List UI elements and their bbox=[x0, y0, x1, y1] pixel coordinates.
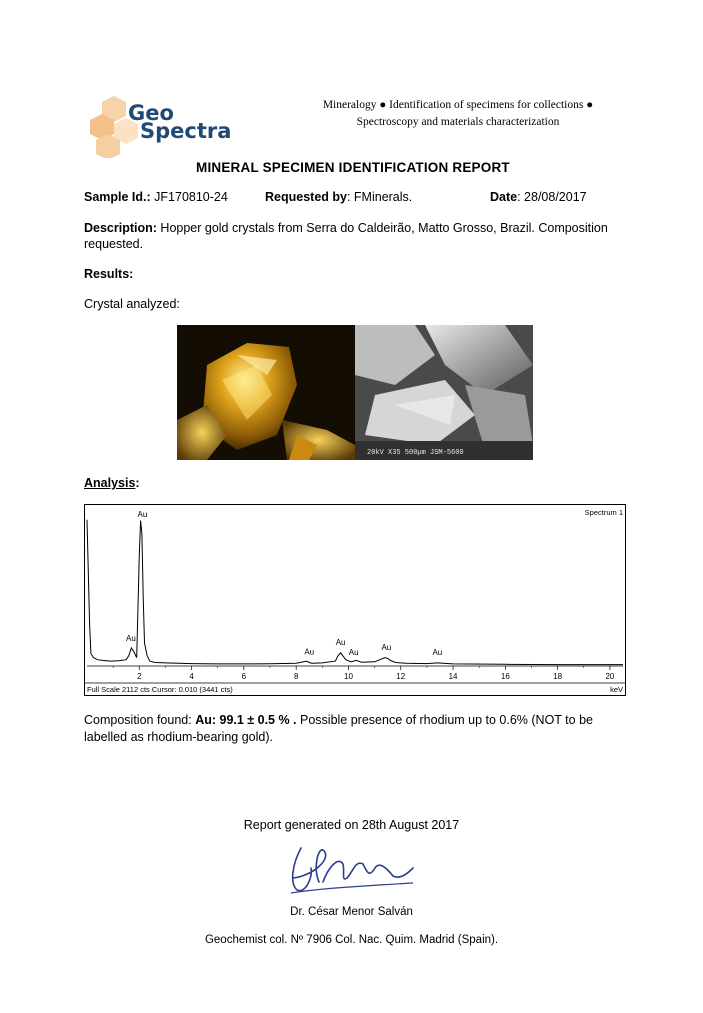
date-value: : 28/08/2017 bbox=[517, 190, 587, 204]
x-tick-label: 18 bbox=[553, 672, 563, 681]
x-tick-label: 12 bbox=[396, 672, 406, 681]
results-heading: Results: bbox=[84, 267, 134, 281]
requested-by-label: Requested by bbox=[265, 190, 347, 204]
x-tick-label: 16 bbox=[500, 672, 510, 681]
x-tick-label: 14 bbox=[448, 672, 458, 681]
peak-label: Au bbox=[335, 638, 346, 648]
tagline-line-1: Mineralogy ● Identification of specimens for collections ● bbox=[322, 99, 594, 111]
signature bbox=[283, 838, 423, 900]
peak-label: Au bbox=[381, 643, 392, 653]
description-text: Hopper gold crystals from Serra do Caldeirão, Matto Grosso, Brazil. Composition bbox=[156, 221, 608, 235]
header-tagline bbox=[298, 97, 618, 131]
analysis-label: Analysis bbox=[84, 476, 136, 490]
chart-footer: Full Scale 2112 cts Cursor: 0.010 (3441 cts) bbox=[87, 685, 233, 694]
composition-line-2: labelled as rhodium-bearing gold). bbox=[84, 730, 274, 744]
report-date bbox=[490, 190, 587, 204]
spectrum-svg bbox=[85, 505, 625, 695]
x-tick-label: 8 bbox=[293, 672, 299, 681]
x-axis-label: keV bbox=[610, 685, 623, 694]
sample-id-value: JF170810-24 bbox=[150, 190, 228, 204]
peak-label: Au bbox=[137, 510, 148, 519]
peak-label: Au bbox=[304, 647, 315, 657]
composition-suffix: Possible presence of rhodium up to 0.6% (NOT to be bbox=[296, 713, 593, 727]
signature-image bbox=[283, 838, 423, 900]
sample-id-label: Sample Id.: bbox=[84, 190, 151, 204]
description-label: Description: bbox=[84, 221, 157, 235]
x-tick-label: 20 bbox=[605, 672, 615, 681]
x-tick-label: 4 bbox=[189, 672, 194, 681]
signer-name: Dr. César Menor Salván bbox=[290, 906, 413, 918]
analysis-colon: : bbox=[135, 476, 140, 490]
peak-label: Au bbox=[126, 634, 136, 644]
chart-title: Spectrum 1 bbox=[584, 508, 623, 517]
peak-label: Au bbox=[348, 647, 359, 657]
crystal-analyzed-label: Crystal analyzed: bbox=[84, 297, 180, 311]
spectrum-line bbox=[87, 520, 623, 665]
sample-id bbox=[84, 190, 228, 204]
composition-prefix: Composition found: bbox=[84, 713, 196, 727]
description-text-2: requested. bbox=[84, 237, 144, 251]
requested-by-value: : FMinerals. bbox=[346, 190, 413, 204]
composition-value: Au: 99.1 ± 0.5 % . bbox=[195, 713, 297, 727]
signer-credentials: Geochemist col. Nº 7906 Col. Nac. Quim. Madrid (Spain). bbox=[204, 934, 499, 946]
date-label: Date bbox=[490, 190, 518, 204]
sem-image bbox=[355, 325, 533, 460]
tagline-line-2: Spectroscopy and materials characterization bbox=[356, 116, 560, 128]
spectrum-chart bbox=[84, 504, 626, 696]
requested-by bbox=[265, 190, 412, 204]
gold-crystal-photo bbox=[177, 325, 355, 460]
composition bbox=[84, 712, 644, 746]
report-title: MINERAL SPECIMEN IDENTIFICATION REPORT bbox=[196, 160, 510, 175]
sem-caption: 20kV X35 500µm JSM-5600 bbox=[367, 449, 464, 457]
description bbox=[84, 220, 644, 252]
logo bbox=[82, 96, 232, 158]
x-tick-label: 2 bbox=[137, 672, 142, 681]
x-tick-label: 6 bbox=[241, 672, 247, 681]
logo-text-geo: Geo bbox=[128, 101, 174, 125]
plot-area bbox=[87, 510, 623, 681]
peak-label: Au bbox=[432, 647, 443, 657]
x-tick-label: 10 bbox=[344, 672, 353, 681]
analysis-heading bbox=[84, 476, 140, 490]
logo-text-spectra: Spectra bbox=[140, 119, 232, 143]
report-generated: Report generated on 28th August 2017 bbox=[243, 818, 460, 832]
